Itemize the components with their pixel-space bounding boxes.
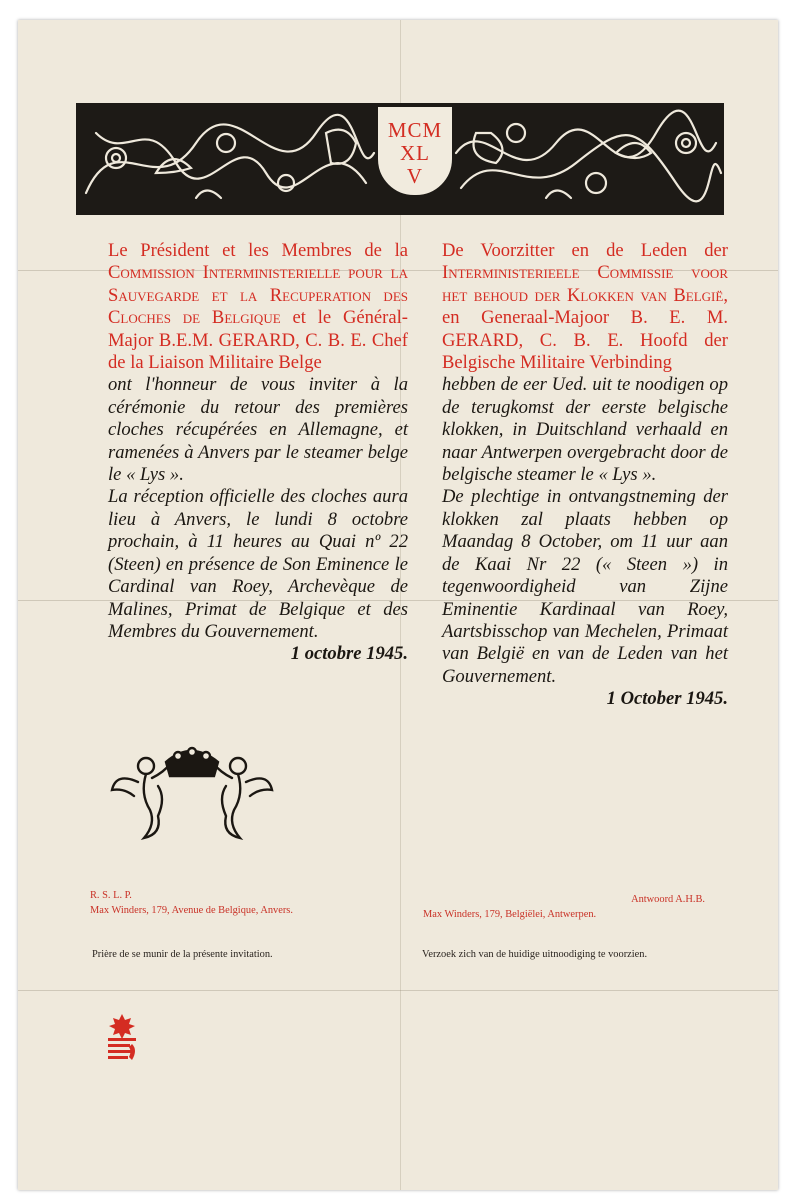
french-hosts <box>108 240 408 374</box>
invitation-sheet <box>18 20 778 1190</box>
ornamental-header-banner <box>76 103 724 215</box>
roman-year-line: V <box>406 164 424 188</box>
hosts-text: De Voorzitter en de Leden der <box>442 240 728 261</box>
dutch-hosts <box>442 240 728 374</box>
hosts-text: et le Général-Major B.E.M. GERARD, C. B. E. Chef de la Liaison Militaire Belge <box>108 307 408 374</box>
french-reception-details: La réception officielle des cloches aura lieu à Anvers, le lundi 8 octobre prochain, à 11 heures au Quai nº 22 (Steen) en présence de Son Eminence le Cardinal van Roey, Archevèque de Malines, Primat de Belgique et des Membres du Gouvernement. <box>108 486 408 642</box>
cherubs-crown-icon <box>108 734 278 844</box>
hosts-text: Le Président et les Membres de la <box>108 240 408 261</box>
dutch-date: 1 October 1945. <box>606 688 728 710</box>
fold-line <box>18 990 778 991</box>
french-date: 1 octobre 1945. <box>290 643 408 665</box>
dutch-reply-address <box>423 892 705 907</box>
french-invitation: ont l'honneur de vous inviter à la cérémonie du retour des premières cloches récupérées en Allemagne, et ramenées à Anvers par le steamer belge le « Lys ». <box>108 374 408 486</box>
dutch-invitation: hebben de eer Ued. uit te noodigen op de terugkomst der eerste belgische klokken, in Duitschland verhaald en naar Antwerpen overgebracht door de belgische steamer le « Lys ». <box>442 374 728 486</box>
printer-stamp-icon <box>104 1012 140 1064</box>
rsvp-label: R. S. L. P. <box>90 890 132 901</box>
dutch-text-column <box>442 240 728 711</box>
commission-name: Interministerieele Commissie voor het behoud der Klokken van België <box>442 262 728 306</box>
dutch-reception-details: De plechtige in ontvangstneming der klokken zal plaats hebben op Maandag 8 October, om 11 uur aan de Kaai Nr 22 (« Steen ») in tegenwoordigheid van Zijne Eminentie Kardinaal van Roey, Aartsbisschop van Mechelen, Primaat van België en van de Leden van het Gouvernement. <box>442 486 728 687</box>
rsvp-label: Antwoord A.H.B. <box>631 894 705 905</box>
french-bring-invitation-note: Prière de se munir de la présente invitation. <box>92 949 273 960</box>
roman-year-line: XL <box>400 141 430 165</box>
dutch-bring-invitation-note: Verzoek zich van de huidige uitnoodiging te voorzien. <box>422 949 648 960</box>
dutch-printer-address: Max Winders, 179, Belgiëlei, Antwerpen. <box>423 909 597 920</box>
roman-year-line: MCM <box>387 118 443 142</box>
hosts-text: , en Generaal-Majoor B. E. M. GERARD, C. B. E. Hoofd der Belgische Militaire Verbinding <box>442 284 728 374</box>
french-reply-address <box>90 888 293 918</box>
commission-name: Commission Interministerielle pour la Sauvegarde et la Recuperation des Cloches de Belgique <box>108 262 408 329</box>
printer-address: Max Winders, 179, Avenue de Belgique, Anvers. <box>90 905 293 916</box>
french-text-column <box>108 240 408 666</box>
year-shield <box>376 105 454 197</box>
